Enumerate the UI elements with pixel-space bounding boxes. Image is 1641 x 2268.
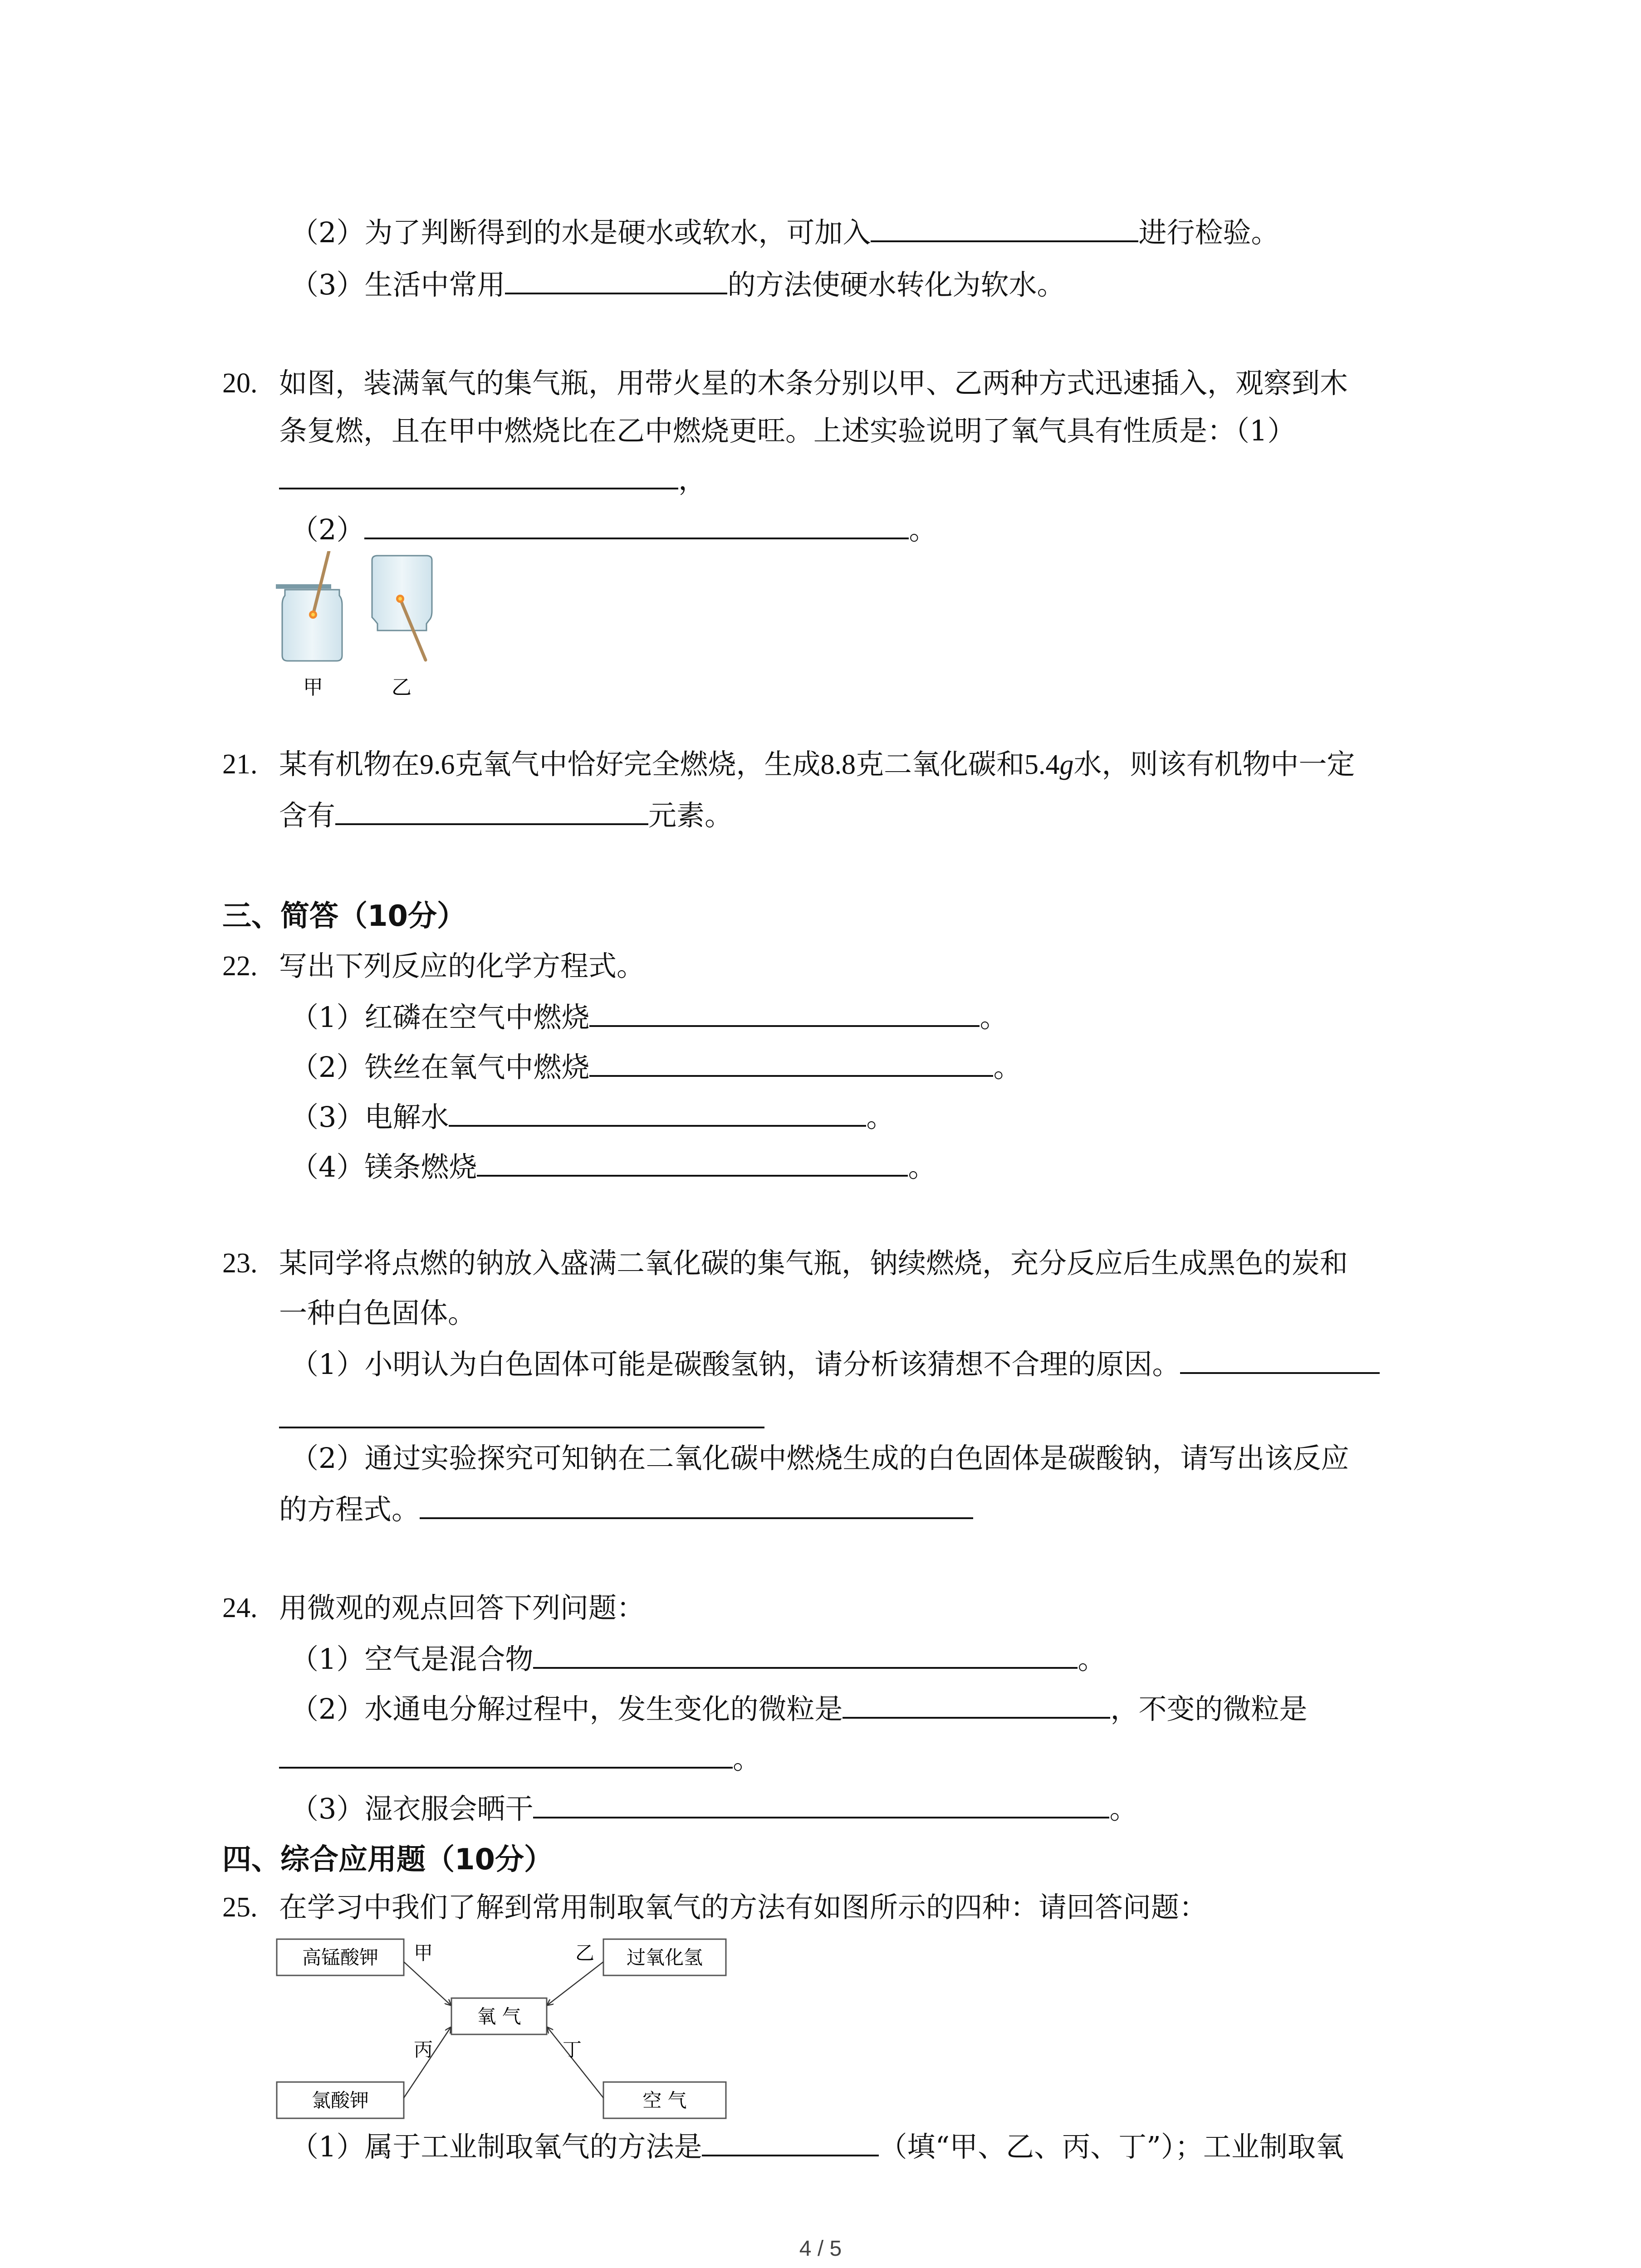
q22-item-3-end: 。 <box>866 1100 895 1134</box>
q23-number: 23. <box>222 1248 258 1279</box>
q22-item-1 <box>290 998 1008 1036</box>
q24-blank-2[interactable] <box>843 1690 1110 1719</box>
arrow-jia <box>404 1962 451 2005</box>
box-oxygen-label: 氧 气 <box>477 2005 521 2028</box>
q24-item-1-end: 。 <box>1078 1642 1106 1676</box>
q22-item-4 <box>290 1148 936 1185</box>
q21-line-2 <box>279 796 733 834</box>
q23-blank-row <box>279 1399 764 1437</box>
q21-unit: g <box>1059 749 1074 780</box>
q22-number: 22. <box>222 951 258 982</box>
q21-text-b: 克氧气中恰好完全燃烧，生成 <box>455 748 821 781</box>
q20-line-4 <box>290 510 937 548</box>
q19-line-2 <box>290 213 1279 251</box>
q20-comma: ， <box>678 463 707 496</box>
q21-number: 21. <box>222 749 258 780</box>
jar-jia-icon <box>276 551 342 661</box>
q22-item-4-text: （4）镁条燃烧 <box>290 1150 477 1183</box>
q21-text-c: 克二氧化碳和 <box>856 748 1025 781</box>
q22-blank-4[interactable] <box>477 1148 908 1177</box>
q24-item-2-text: （2）水通电分解过程中，发生变化的微粒是 <box>290 1692 843 1725</box>
q22-item-2-end: 。 <box>993 1051 1022 1084</box>
q19-line-3 <box>290 265 1065 303</box>
q22-blank-2[interactable] <box>589 1048 993 1077</box>
q22-blank-3[interactable] <box>449 1098 866 1127</box>
q23-blank-1a[interactable] <box>1180 1345 1380 1374</box>
fig-label-jia: 甲 <box>303 676 323 699</box>
page-number: 4 / 5 <box>799 2237 842 2261</box>
section-3-title: 三、简答（10分） <box>222 899 466 933</box>
q24-blank-1[interactable] <box>533 1640 1078 1669</box>
oxygen-methods-diagram <box>272 1935 735 2125</box>
q23-line-4: （2）通过实验探究可知钠在二氧化碳中燃烧生成的白色固体是碳酸钠，请写出该反应 <box>290 1442 1349 1475</box>
q19-line-3-end: 的方法使硬水转化为软水。 <box>727 268 1065 301</box>
q25-item-1 <box>290 2127 1344 2165</box>
label-ding: 丁 <box>563 2038 582 2061</box>
q24-stem: 用微观的观点回答下列问题： <box>279 1591 645 1624</box>
arrow-yi <box>548 1962 603 2005</box>
q24-item-1-text: （1）空气是混合物 <box>290 1642 534 1676</box>
q23-line-5-text: 的方程式。 <box>279 1493 420 1526</box>
q20-blank-2[interactable] <box>364 510 909 539</box>
q24-item-1 <box>290 1640 1106 1677</box>
q21-line-2-end: 元素。 <box>648 799 733 832</box>
q24-item-2 <box>290 1690 1307 1727</box>
label-jia: 甲 <box>414 1942 433 1964</box>
q24-item-3 <box>290 1789 1137 1827</box>
q21-value-2: 8.8 <box>820 749 856 780</box>
section-4-title: 四、综合应用题（10分） <box>222 1843 554 1877</box>
q25-number: 25. <box>222 1892 258 1923</box>
q24-blank-3[interactable] <box>279 1740 733 1769</box>
q20-number: 20. <box>222 368 258 399</box>
q20-line-2: 条复燃，且在甲中燃烧比在乙中燃烧更旺。上述实验说明了氧气具有性质是：（1） <box>279 414 1296 447</box>
q22-blank-1[interactable] <box>589 998 980 1027</box>
q20-blank-1[interactable] <box>279 460 678 489</box>
q21-line-1 <box>279 746 1355 783</box>
q23-line-5 <box>279 1490 973 1528</box>
q24-number: 24. <box>222 1593 258 1623</box>
q24-item-3-text: （3）湿衣服会晒干 <box>290 1792 534 1825</box>
q24-item-2-cont <box>279 1740 761 1777</box>
q22-item-4-end: 。 <box>908 1150 936 1183</box>
fig-label-yi: 乙 <box>392 676 411 699</box>
q25-item-1-text: （1）属于工业制取氧气的方法是 <box>290 2130 702 2163</box>
q23-line-1: 某同学将点燃的钠放入盛满二氧化碳的集气瓶，钠续燃烧，充分反应后生成黑色的炭和 <box>279 1246 1348 1280</box>
q20-line-3 <box>279 460 706 498</box>
q24-item-2-mid: ，不变的微粒是 <box>1110 1692 1308 1725</box>
q23-blank-1b[interactable] <box>279 1399 764 1428</box>
q19-blank-2[interactable] <box>505 265 727 294</box>
q19-line-2-text: （2）为了判断得到的水是硬水或软水，可加入 <box>290 216 871 249</box>
q22-stem: 写出下列反应的化学方程式。 <box>279 949 645 982</box>
q22-item-2 <box>290 1048 1021 1085</box>
q20-line-4-end: 。 <box>909 513 937 546</box>
q24-item-2-end: 。 <box>733 1742 761 1775</box>
q23-line-3 <box>290 1345 1380 1383</box>
q21-value-1: 9.6 <box>420 749 455 780</box>
q25-stem: 在学习中我们了解到常用制取氧气的方法有如图所示的四种：请回答问题： <box>279 1891 1208 1924</box>
q22-item-3 <box>290 1098 894 1135</box>
q21-line-2-text: 含有 <box>279 799 336 832</box>
box-kclo3-label: 氯酸钾 <box>311 2089 369 2112</box>
q25-item-1-end: （填“甲、乙、丙、丁”）；工业制取氧 <box>879 2130 1344 2163</box>
label-bing: 丙 <box>414 2038 433 2061</box>
q21-text-d: 水，则该有机物中一定 <box>1073 748 1355 781</box>
q21-value-3: 5.4 <box>1024 749 1060 780</box>
q19-line-3-text: （3）生活中常用 <box>290 268 505 301</box>
q25-blank-1[interactable] <box>702 2127 879 2156</box>
q19-line-2-end: 进行检验。 <box>1138 216 1279 249</box>
gas-jar-figure <box>272 551 481 701</box>
q21-text-a: 某有机物在 <box>279 748 420 781</box>
q22-item-2-text: （2）铁丝在氧气中燃烧 <box>290 1051 590 1084</box>
q23-line-2: 一种白色固体。 <box>279 1296 476 1330</box>
q22-item-3-text: （3）电解水 <box>290 1100 449 1134</box>
q21-blank[interactable] <box>335 796 648 825</box>
q23-blank-2[interactable] <box>420 1490 973 1519</box>
q20-line-4-text: （2） <box>290 513 365 546</box>
q24-item-3-end: 。 <box>1109 1792 1138 1825</box>
box-kmno4-label: 高锰酸钾 <box>302 1946 379 1969</box>
q22-item-1-end: 。 <box>980 1001 1008 1034</box>
box-h2o2-label: 过氧化氢 <box>626 1946 703 1969</box>
q20-line-1: 如图，装满氧气的集气瓶，用带火星的木条分别以甲、乙两种方式迅速插入，观察到木 <box>279 367 1348 400</box>
box-air-label: 空 气 <box>642 2089 687 2112</box>
q22-item-1-text: （1）红磷在空气中燃烧 <box>290 1001 590 1034</box>
jar-yi-icon <box>372 556 432 660</box>
q19-blank-1[interactable] <box>871 213 1138 242</box>
q23-line-3-text: （1）小明认为白色固体可能是碳酸氢钠，请分析该猜想不合理的原因。 <box>290 1348 1181 1381</box>
label-yi: 乙 <box>575 1942 595 1964</box>
q24-blank-4[interactable] <box>533 1789 1109 1818</box>
